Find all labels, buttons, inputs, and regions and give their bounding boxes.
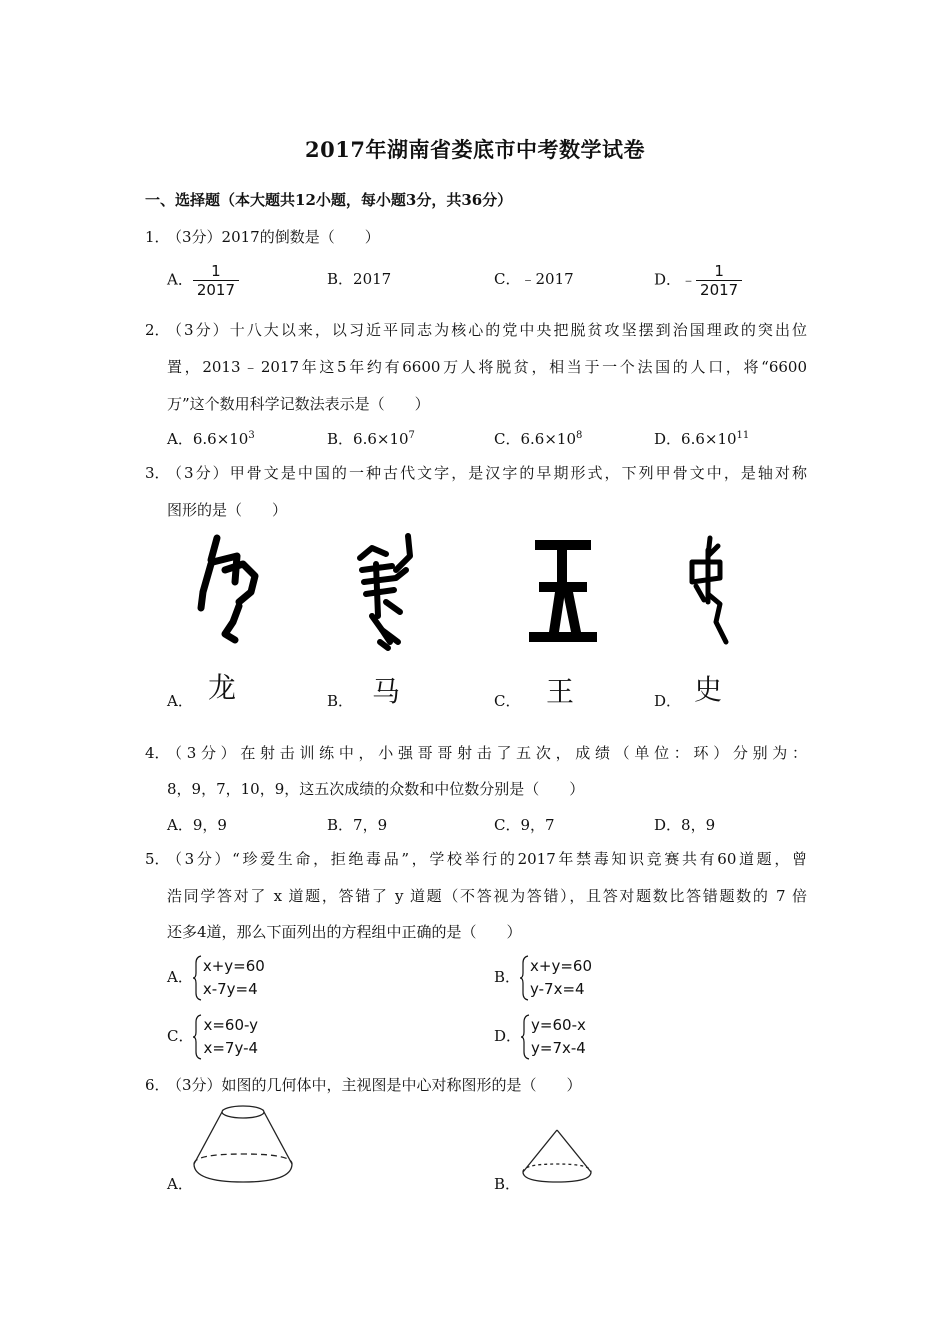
option-d [654,262,742,299]
frustum-image [190,1100,296,1190]
option-b: B．2017 [327,270,392,288]
option-b-label: B． [327,692,354,710]
option-d [494,1014,586,1060]
oracle-bone-long-image [195,530,265,650]
equation-2: x=7y-4 [203,1039,259,1057]
question-stem-line: 万”这个数用科学记数法表示是（ ） [167,395,430,413]
option-label: B． [494,968,521,986]
option-label: D． [654,270,682,289]
question-number: 2． [145,321,170,339]
option-a-label: A． [167,692,193,710]
option-d [654,428,749,449]
option-text: B．6.6×10 [327,430,409,448]
fraction [193,262,239,299]
equation-system [521,1014,586,1060]
exponent: 3 [248,430,255,441]
equation-system [520,955,592,1001]
option-label: C． [167,1027,194,1045]
option-a [167,262,239,299]
exponent: 11 [736,430,750,441]
question-stem-line: （3分）在射击训练中，小强哥哥射击了五次，成绩（单位：环）分别为： [167,744,807,762]
option-a: A．9，9 [167,816,227,834]
question-number: 3． [145,464,170,482]
question-stem: （3分）2017的倒数是（ ） [167,228,380,246]
equation-2: x-7y=4 [202,980,258,998]
modern-char-a: 龙 [208,671,237,704]
equation-1: x+y=60 [202,957,265,975]
question-stem-line: 浩同学答对了 x 道题，答错了 y 道题（不答视为答错），且答对题数比答错题数的 7 倍 [167,887,807,905]
oracle-bone-shi-image [686,532,734,650]
minus-sign: ﹣ [681,270,697,289]
option-label: A． [167,270,193,289]
cone-image [520,1128,594,1186]
option-text: A．6.6×10 [167,430,249,448]
section-heading: 一、选择题（本大题共12小题，每小题3分，共36分） [145,191,513,209]
oracle-bone-ma-image [352,530,422,655]
option-text: C．6.6×10 [494,430,576,448]
modern-char-b: 马 [372,675,401,708]
question-stem-line: 8，9，7，10，9，这五次成绩的众数和中位数分别是（ ） [167,780,585,798]
option-a [167,428,255,449]
option-b [327,428,415,449]
equation-1: x=60-y [203,1016,259,1034]
option-c-label: C． [494,692,521,710]
equation-1: y=60-x [531,1016,586,1034]
option-label: A． [167,968,193,986]
modern-char-c: 王 [546,675,575,708]
fraction [696,262,742,299]
exponent: 8 [576,430,583,441]
question-stem-line: 置，2013﹣2017年这5年约有6600万人将脱贫，相当于一个法国的人口，将“6600 [167,358,807,376]
option-c: C．9，7 [494,816,555,834]
question-number: 4． [145,744,170,762]
option-b: B．7，9 [327,816,388,834]
equation-1: x+y=60 [530,957,593,975]
option-c: C．﹣2017 [494,270,574,288]
denominator: 2017 [700,281,739,299]
option-d: D．8，9 [654,816,716,834]
equation-2: y=7x-4 [531,1039,586,1057]
numerator: 1 [696,262,742,281]
exponent: 7 [408,430,415,441]
option-c [494,428,582,449]
option-b-label: B． [494,1175,521,1193]
modern-char-d: 史 [694,673,723,706]
question-stem: （3分）如图的几何体中，主视图是中心对称图形的是（ ） [167,1076,582,1094]
equation-system [193,955,265,1001]
option-c [167,1014,258,1060]
question-stem-line: （3分）十八大以来，以习近平同志为核心的党中央把脱贫攻坚摆到治国理政的突出位 [167,321,807,339]
equation-2: y-7x=4 [530,980,585,998]
question-number: 5． [145,850,170,868]
question-stem-line: 还多4道，那么下面列出的方程组中正确的是（ ） [167,923,522,941]
question-stem-line: （3分）“珍爱生命，拒绝毒品”，学校举行的2017年禁毒知识竞赛共有60道题，曾 [167,850,807,868]
oracle-bone-wang-image [527,536,599,648]
option-text: D．6.6×10 [654,430,737,448]
numerator: 1 [193,262,239,281]
question-number: 1． [145,228,170,246]
question-stem-line: （3分）甲骨文是中国的一种古代文字，是汉字的早期形式，下列甲骨文中，是轴对称 [167,464,807,482]
question-stem-line: 图形的是（ ） [167,501,288,519]
brace-icon [521,1014,531,1060]
brace-icon [193,1014,203,1060]
option-label: D． [494,1027,522,1045]
brace-icon [520,955,530,1001]
question-number: 6． [145,1076,170,1094]
equation-system [193,1014,258,1060]
page-title: 2017年湖南省娄底市中考数学试卷 [305,137,645,162]
brace-icon [193,955,203,1001]
denominator: 2017 [196,281,236,299]
option-b [494,955,592,1001]
option-a [167,955,265,1001]
option-a-label: A． [167,1175,193,1193]
option-d-label: D． [654,692,682,710]
